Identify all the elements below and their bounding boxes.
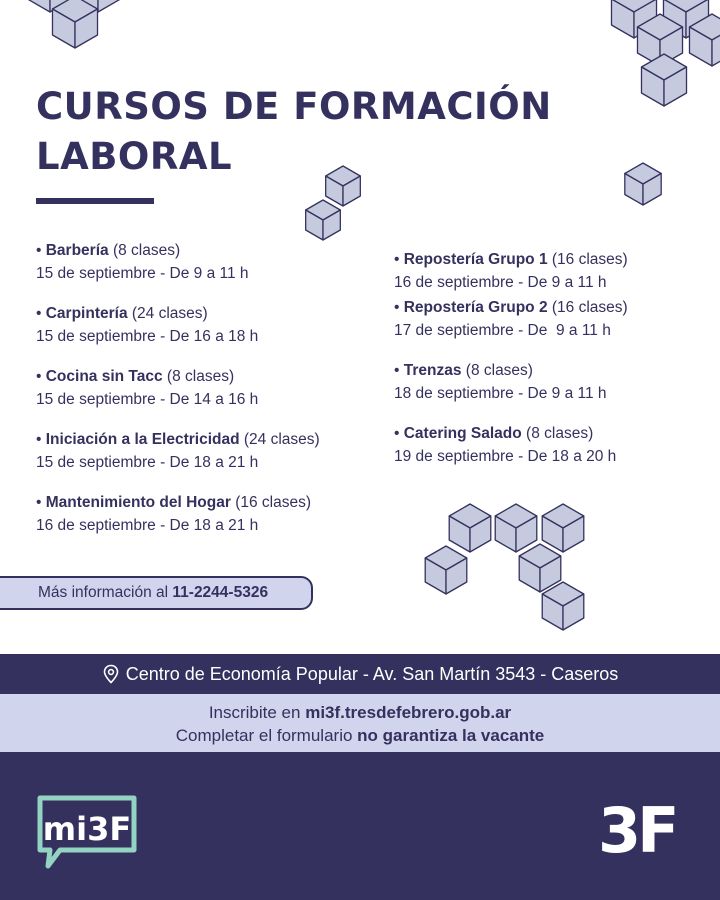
form-note-prefix: Completar el formulario (175, 726, 353, 745)
course-item: • Barbería (8 clases) 15 de septiembre - De 9 a 11 h (36, 239, 249, 285)
more-info-pill (0, 576, 313, 610)
course-name: Repostería Grupo 1 (403, 251, 548, 268)
course-name: Trenzas (403, 362, 462, 379)
course-count: (8 clases) (112, 242, 181, 259)
course-schedule: 15 de septiembre - De 9 a 11 h (36, 265, 249, 282)
course-count: (24 clases) (131, 305, 208, 322)
cube-shape (425, 546, 467, 594)
cube-shape (542, 504, 584, 552)
cube-shape (52, 0, 97, 48)
course-item: • Cocina sin Tacc (8 clases) 15 de septiembre - De 14 a 16 h (36, 365, 258, 411)
course-schedule: 16 de septiembre - De 18 a 21 h (36, 517, 259, 534)
registration-bar (0, 694, 720, 752)
location-bar (0, 654, 720, 694)
form-note-emphasis: no garantiza la vacante (357, 726, 545, 745)
course-item: • Iniciación a la Electricidad (24 clases) 15 de septiembre - De 18 a 21 h (36, 428, 320, 474)
course-count: (24 clases) (243, 431, 320, 448)
title-underline (36, 198, 154, 204)
course-name: Repostería Grupo 2 (403, 299, 548, 316)
cube-shape (542, 582, 584, 630)
page-title (36, 82, 636, 182)
course-schedule: 19 de septiembre - De 18 a 20 h (394, 448, 617, 465)
course-item: • Mantenimiento del Hogar (16 clases) 16 de septiembre - De 18 a 21 h (36, 491, 311, 537)
more-info-label: Más información al (38, 584, 169, 601)
course-name: Barbería (45, 242, 109, 259)
course-name: Iniciación a la Electricidad (45, 431, 240, 448)
course-item: • Repostería Grupo 1 (16 clases) 16 de septiembre - De 9 a 11 h (394, 248, 628, 294)
location-pin-icon (102, 664, 120, 684)
course-schedule: 17 de septiembre - De 9 a 11 h (394, 322, 611, 339)
mi3f-logo-text: mi3F (42, 810, 132, 848)
mi3f-logo (36, 794, 140, 876)
register-prefix: Inscribite en (208, 703, 301, 722)
cube-shape (519, 544, 561, 592)
cube-shape (306, 200, 341, 240)
cube-shape (495, 504, 537, 552)
course-count: (16 clases) (235, 494, 312, 511)
3f-logo (598, 794, 688, 860)
course-count: (8 clases) (526, 425, 594, 442)
course-count: (8 clases) (166, 368, 235, 385)
course-schedule: 15 de septiembre - De 16 a 18 h (36, 328, 259, 345)
register-link[interactable]: mi3f.tresdefebrero.gob.ar (305, 703, 512, 722)
course-schedule: 16 de septiembre - De 9 a 11 h (394, 274, 607, 291)
course-item: • Catering Salado (8 clases) 19 de septiembre - De 18 a 20 h (394, 422, 616, 468)
cube-shape (449, 504, 491, 552)
course-name: Carpintería (45, 305, 128, 322)
phone-number[interactable]: 11-2244-5326 (172, 584, 269, 601)
course-count: (8 clases) (465, 362, 533, 379)
course-item: • Repostería Grupo 2 (16 clases) 17 de septiembre - De 9 a 11 h (394, 296, 628, 342)
course-name: Cocina sin Tacc (45, 368, 163, 385)
course-schedule: 18 de septiembre - De 9 a 11 h (394, 385, 607, 402)
title-line-1: CURSOS DE FORMACIÓN (36, 85, 552, 128)
course-name: Mantenimiento del Hogar (45, 494, 231, 511)
course-count: (16 clases) (551, 299, 628, 316)
title-line-2: LABORAL (36, 135, 233, 178)
course-item: • Trenzas (8 clases) 18 de septiembre - De 9 a 11 h (394, 359, 607, 405)
course-item: • Carpintería (24 clases) 15 de septiembre - De 16 a 18 h (36, 302, 258, 348)
location-text: Centro de Economía Popular - Av. San Martín 3543 - Caseros (125, 663, 619, 684)
course-schedule: 15 de septiembre - De 18 a 21 h (36, 454, 259, 471)
3f-logo-text: 3F (598, 794, 676, 860)
course-name: Catering Salado (403, 425, 522, 442)
course-count: (16 clases) (551, 251, 628, 268)
course-schedule: 15 de septiembre - De 14 a 16 h (36, 391, 259, 408)
footer (0, 752, 720, 900)
cube-shape (641, 54, 686, 106)
